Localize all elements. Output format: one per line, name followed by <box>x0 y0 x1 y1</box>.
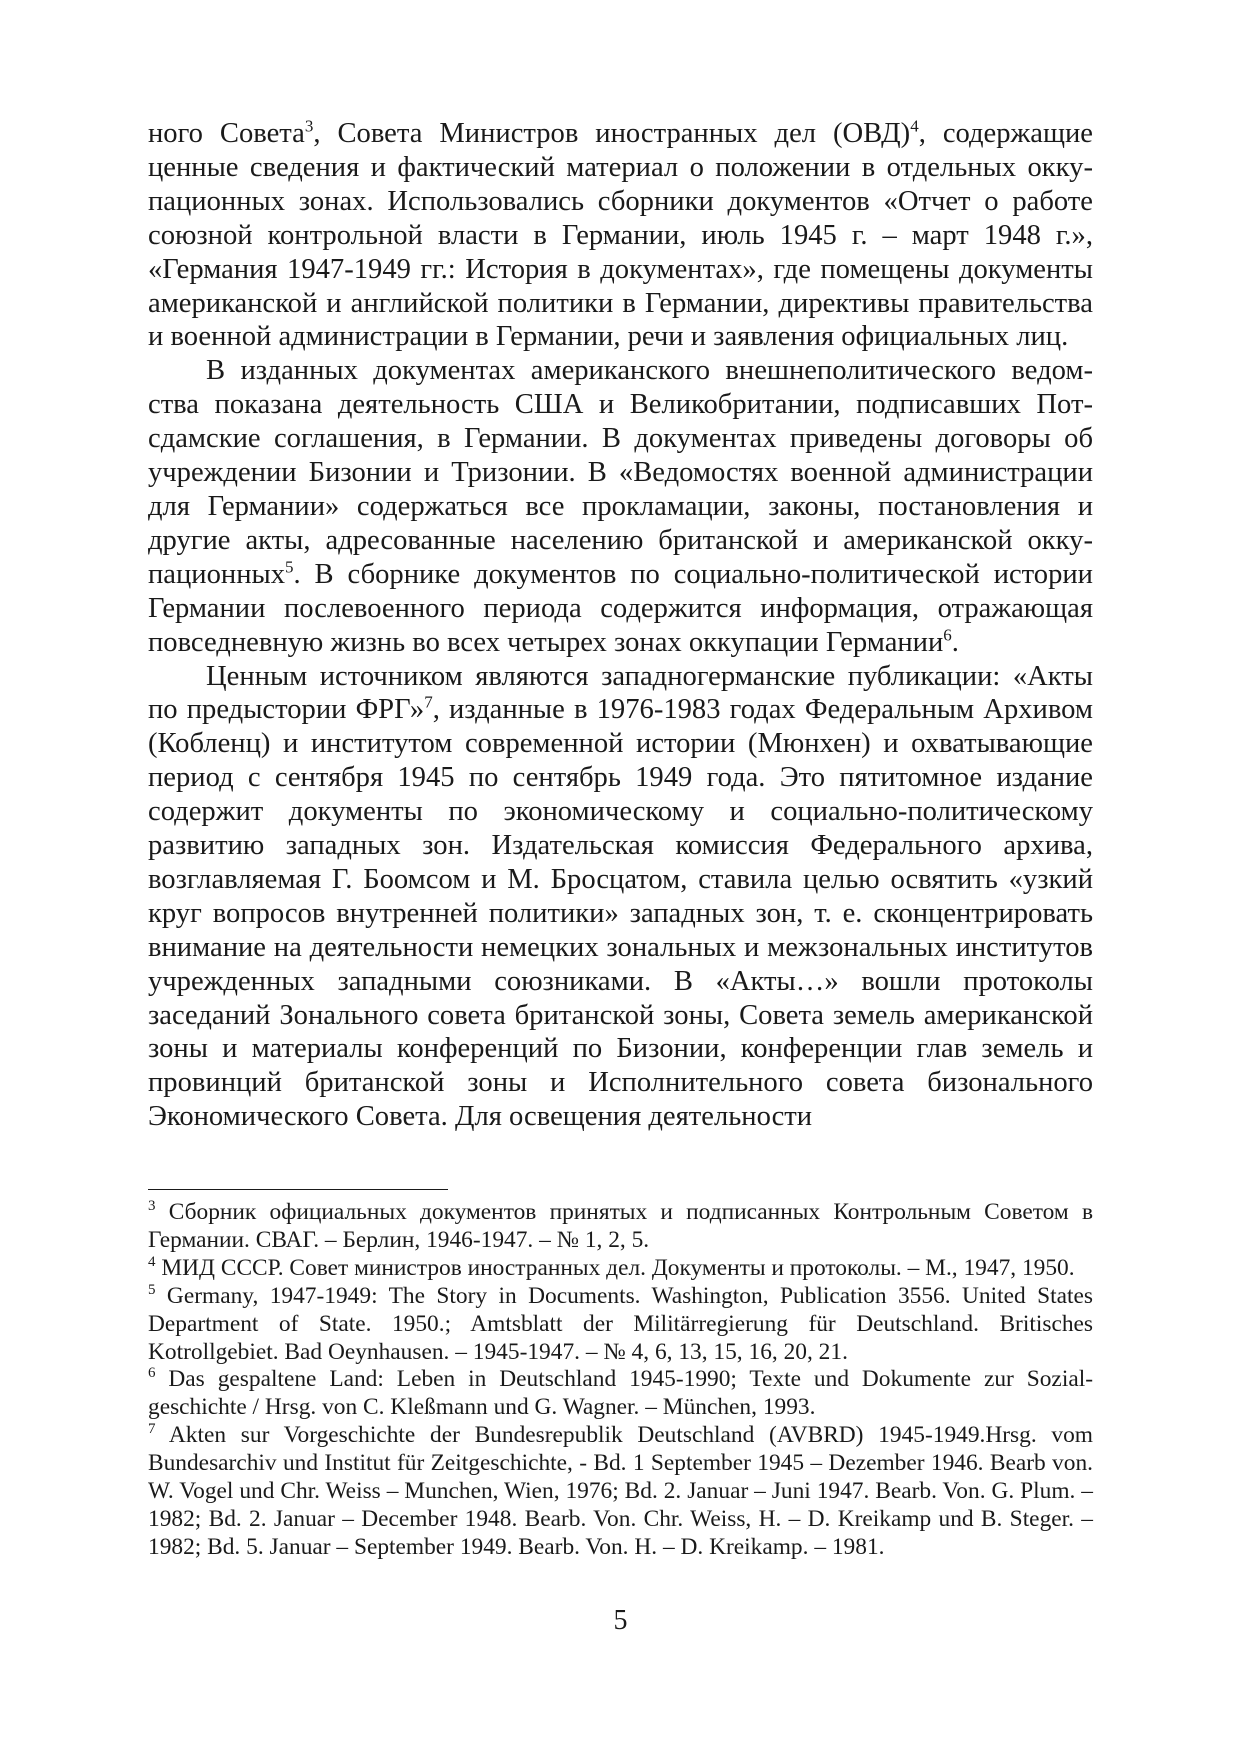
footnote-5 <box>148 1283 1093 1367</box>
footnote-number: 7 <box>148 1421 156 1438</box>
footnote-ref-6[interactable]: 6 <box>943 625 952 645</box>
footnote-number: 3 <box>148 1198 156 1215</box>
text-run: ного Совета <box>148 118 305 149</box>
paragraph-2 <box>148 354 1093 659</box>
text-run: Ценным источником являются западногерманские публикации: «Акты по предыстории ФРГ» <box>148 660 1093 726</box>
text-run: . В сборнике документов по социально-политической истории Германии послевоенного периода содержится информация, отражающая повседневную жизнь во всех четырех зонах оккупации Германии <box>148 558 1093 658</box>
paragraph-1 <box>148 117 1093 354</box>
footnote-3 <box>148 1199 1093 1255</box>
footnote-text: Germany, 1947-1949: The Story in Documents. Washington, Publication 3556. United States Department of State. 1950.; Amtsblatt der Militärregierung für Deutschland. Britisches Kotrollgebiet. Bad Oeynhausen. – 1945-1947. – № 4, 6, 13, 15, 16, 20, 21. <box>148 1282 1093 1365</box>
footnotes <box>148 1199 1093 1562</box>
text-run: , содержащие ценные сведения и фактический материал о положении в отдельных оккупационных зонах. Использовались сборники документов «Отчет о работе союзной контрольной власти в Германии, июль 1945 г. – март 1948 г.», «Германия 1947-1949 гг.: История в документах», где помещены документы американской и английской политики в Германии, директивы правительства и военной администрации в Германии, речи и заявления официальных лиц. <box>148 118 1093 353</box>
footnote-text: МИД СССР. Совет министров иностранных дел. Документы и протоколы. – М., 1947, 1950. <box>155 1254 1075 1281</box>
text-run: В изданных документах американского внешнеполитического ведомства показана деятельность США и Великобритании, подписавших Потсдамские соглашения, в Германии. В документах приведены договоры об учреждении Бизонии и Тризонии. В «Ведомостях военной администрации для Германии» содержаться все прокламации, законы, постановления и другие акты, адресованные населению британской и американской оккупационных <box>148 355 1093 590</box>
footnote-number: 5 <box>148 1281 156 1298</box>
footnote-text: Das gespaltene Land: Leben in Deutschland 1945-1990; Texte und Dokumente zur Sozialgeschichte / Hrsg. von C. Kleßmann und G. Wagner. – München, 1993. <box>148 1366 1093 1421</box>
main-text <box>148 117 1093 1134</box>
text-run: , Совета Министров иностранных дел (ОВД) <box>313 118 911 149</box>
footnote-number: 4 <box>148 1254 156 1271</box>
footnote-text: Сборник официальных документов принятых и подписанных Контрольным Советом в Германии. СВАГ. – Берлин, 1946-1947. – № 1, 2, 5. <box>148 1199 1093 1253</box>
paragraph-3 <box>148 660 1093 1135</box>
footnote-text: Akten sur Vorgeschichte der Bundesrepublik Deutschland (AVBRD) 1945-1949.Hrsg. vom Bundesarchiv und Institut für Zeitgeschichte, - Bd. 1 September 1945 – Dezember 1946. Bearb von. W. Vogel und Chr. Weiss – Munchen, Wien, 1976; Bd. 2. Januar – Juni 1947. Bearb. Von. G. Plum. – 1982; Bd. 2. Januar – December 1948. Bearb. Von. Chr. Weiss, H. – D. Kreikamp und B. Steger. – 1982; Bd. 5. Januar – September 1949. Bearb. Von. H. – D. Kreikamp. – 1981. <box>148 1422 1093 1560</box>
text-run: , изданные в 1976-1983 годах Федеральным Архивом (Кобленц) и институтом современной истории (Мюнхен) и охватывающие период с сентября 1945 по сентябрь 1949 года. Это пятитомное издание содержит документы по экономическому и социально-политическому развитию западных зон. Издательская комиссия Федерального архива, возглавляемая Г. Боомсом и М. Бросцатом, ставила целью освятить «узкий круг вопросов внутренней политики» западных зон, т. е. сконцентрировать внимание на деятельности немецких зональных и межзональных институтов учрежденных западными союзниками. В «Акты…» вошли протоколы заседаний Зонального совета британской зоны, Совета земель американской зоны и материалы конференций по Бизонии, конференции глав земель и провинций британской зоны и Исполнительного совета бизонального Экономического Совета. Для освещения деятельности <box>148 694 1094 1133</box>
footnote-ref-7[interactable]: 7 <box>424 692 433 712</box>
footnote-6 <box>148 1366 1093 1422</box>
footnote-ref-4[interactable]: 4 <box>910 116 919 136</box>
footnote-4 <box>148 1255 1093 1283</box>
page-number: 5 <box>613 1605 628 1636</box>
footnote-ref-5[interactable]: 5 <box>285 557 294 577</box>
footnote-7 <box>148 1422 1093 1562</box>
text-run: . <box>951 626 959 658</box>
footnote-number: 6 <box>148 1365 156 1382</box>
footnote-divider <box>148 1189 448 1190</box>
footnote-ref-3[interactable]: 3 <box>304 116 314 136</box>
